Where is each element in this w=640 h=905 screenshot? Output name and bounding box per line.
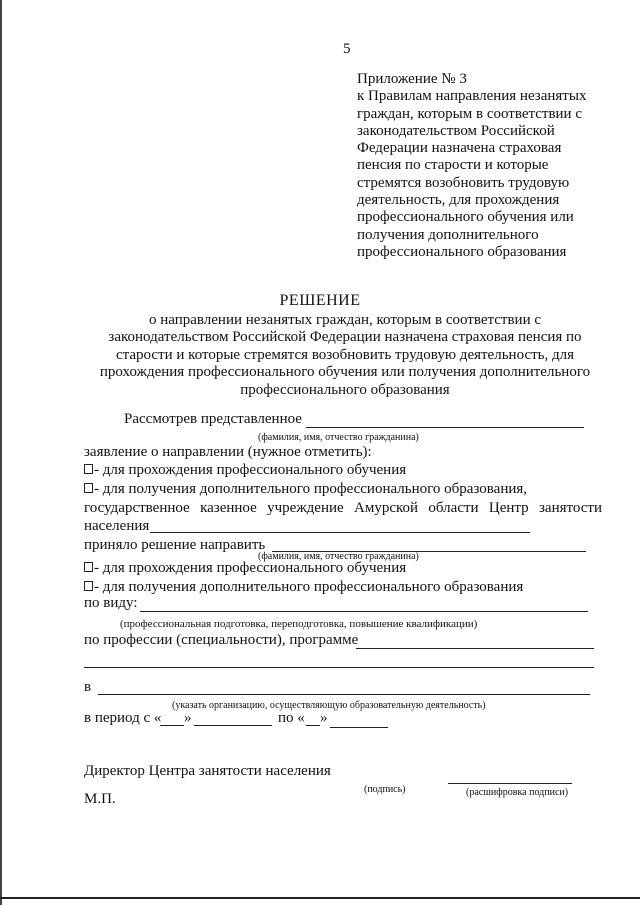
- appendix-line: профессионального обучения или: [357, 209, 574, 226]
- training-checkbox-2[interactable]: [84, 562, 93, 572]
- type-field[interactable]: [140, 611, 588, 612]
- appendix-line: граждан, которым в соответствии с: [357, 105, 582, 122]
- application-label: заявление о направлении (нужное отметить):: [84, 444, 372, 460]
- decision-title: РЕШЕНИЕ: [279, 292, 361, 309]
- option-additional-row-2: [84, 579, 523, 596]
- training-checkbox[interactable]: [84, 464, 93, 474]
- period-to-close-quote: »: [320, 710, 328, 726]
- appendix-block: [357, 71, 617, 261]
- appendix-line: деятельность, для прохождения: [357, 192, 560, 209]
- appendix-line: получения дополнительного: [357, 226, 539, 243]
- population-field[interactable]: [150, 532, 530, 533]
- appendix-line: Федерации назначена страховая: [357, 140, 562, 157]
- organization-field[interactable]: [98, 694, 590, 695]
- applicant-name-field[interactable]: [306, 427, 584, 428]
- organization-caption: (указать организацию, осуществляющую образовательную деятельность): [172, 700, 486, 711]
- population-label: населения: [84, 518, 150, 534]
- institution-line: государственное казенное учреждение Амурской области Центр занятости: [84, 500, 602, 516]
- period-to-month-field[interactable]: [330, 727, 388, 728]
- director-label: Директор Центра занятости населения: [84, 763, 331, 779]
- option-training-row: [84, 462, 406, 479]
- period-to-day-field[interactable]: [306, 725, 320, 726]
- period-to-label: по «: [278, 710, 305, 726]
- in-label: в: [84, 679, 92, 695]
- profession-field[interactable]: [356, 648, 594, 649]
- appendix-line: профессионального образования: [357, 243, 567, 260]
- decoding-caption: (расшифровка подписи): [466, 787, 569, 798]
- appendix-line: Приложение № 3: [357, 71, 467, 87]
- decoding-field[interactable]: [448, 783, 572, 784]
- appendix-line: стремятся возобновить трудовую: [357, 174, 570, 191]
- additional-education-checkbox[interactable]: [84, 483, 93, 493]
- option-additional-label: - для получения дополнительного профессионального образования,: [94, 481, 528, 497]
- period-from-month-field[interactable]: [194, 725, 272, 726]
- decision-subtitle: [80, 312, 610, 399]
- fio-caption-2: (фамилия, имя, отчество гражданина): [258, 551, 419, 562]
- option-training-label: - для прохождения профессионального обучения: [94, 462, 407, 478]
- appendix-line: к Правилам направления незанятых: [357, 88, 587, 105]
- signature-caption: (подпись): [364, 784, 406, 795]
- subtitle-line: старости и которые стремятся возобновить трудовую деятельность, для: [115, 346, 575, 363]
- option-training-row-2: [84, 560, 406, 577]
- option-training-label-2: - для прохождения профессионального обучения: [94, 560, 407, 576]
- profession-label: по профессии (специальности), программе: [84, 632, 359, 648]
- additional-education-checkbox-2[interactable]: [84, 581, 93, 591]
- profession-field-continuation[interactable]: [84, 667, 594, 668]
- appendix-line: пенсия по старости и которые: [357, 157, 549, 174]
- scan-bottom-edge: [0, 897, 640, 899]
- subtitle-line: о направлении незанятых граждан, которым в соответствии с: [148, 312, 542, 328]
- stamp-label: М.П.: [84, 791, 116, 807]
- option-additional-label-2: - для получения дополнительного профессионального образования: [94, 579, 524, 595]
- fio-caption: (фамилия, имя, отчество гражданина): [258, 432, 419, 443]
- subtitle-line: профессионального образования: [240, 381, 450, 398]
- subtitle-line: прохождения профессионального обучения или получения дополнительного: [99, 364, 591, 381]
- subtitle-line: законодательством Российской Федерации назначена страховая пенсия по: [108, 329, 582, 346]
- type-caption: (профессиональная подготовка, переподготовка, повышение квалификации): [120, 618, 478, 630]
- decided-label: приняло решение направить: [84, 537, 266, 553]
- appendix-line: законодательством Российской: [357, 122, 555, 139]
- period-from-day-field[interactable]: [160, 725, 184, 726]
- page-number: 5: [343, 41, 351, 57]
- considered-label: Рассмотрев представленное: [124, 411, 302, 427]
- option-additional-row: [84, 481, 527, 498]
- period-from-close-quote: »: [184, 710, 192, 726]
- scan-left-edge: [0, 0, 2, 905]
- period-from-label: в период с «: [84, 710, 162, 726]
- by-type-label: по виду:: [84, 595, 138, 611]
